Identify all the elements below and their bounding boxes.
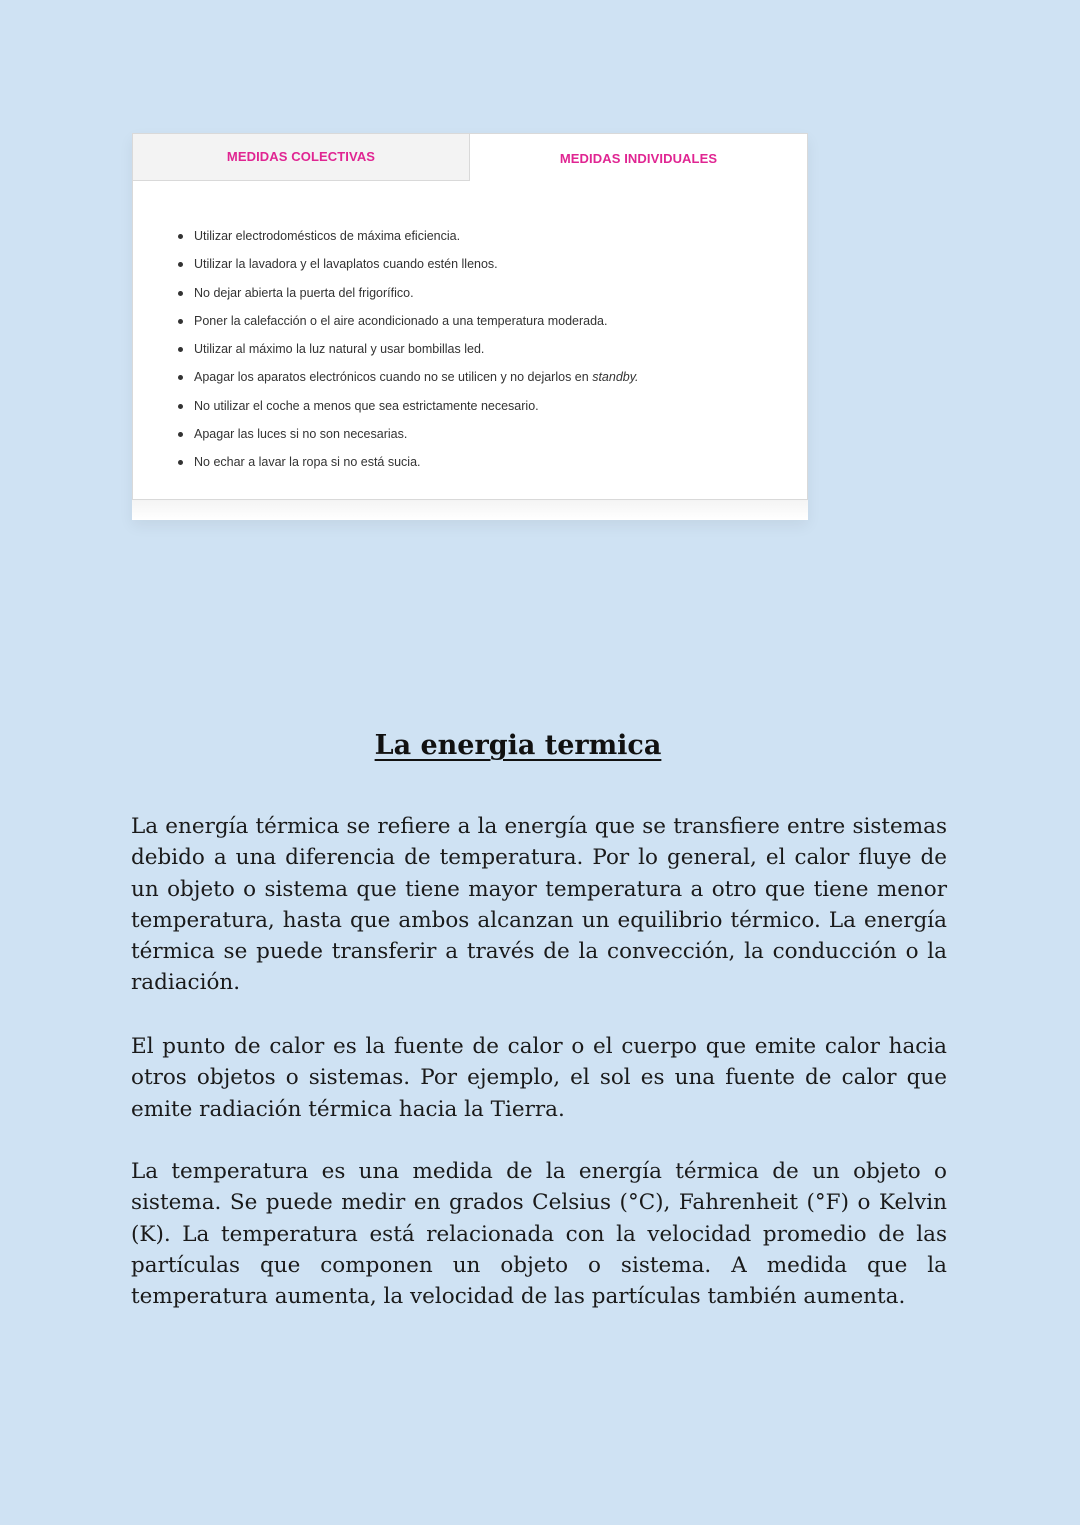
tab-medidas-individuales[interactable]: MEDIDAS INDIVIDUALES	[470, 134, 807, 181]
list-item: No echar a lavar la ropa si no está sucia.	[173, 448, 639, 476]
bullet-icon	[178, 262, 183, 267]
list-item: Utilizar la lavadora y el lavaplatos cuando estén llenos.	[173, 250, 639, 278]
bullet-icon	[178, 404, 183, 409]
bullet-icon	[178, 319, 183, 324]
tab-bar	[133, 134, 807, 181]
bullet-icon	[178, 375, 183, 380]
bullet-icon	[178, 234, 183, 239]
card-shadow	[132, 500, 808, 520]
list-item: Utilizar electrodomésticos de máxima eficiencia.	[173, 222, 639, 250]
paragraph-energia-termica: La energía térmica se refiere a la energía que se transfiere entre sistemas debido a una diferencia de temperatura. Por lo general, el calor fluye de un objeto o sistema que tiene mayor temperatura a otro que tiene menor temperatura, hasta que ambos alcanzan un equilibrio térmico. La energía térmica se puede transferir a través de la convección, la conducción o la radiación.	[131, 814, 947, 996]
measures-panel	[132, 133, 808, 500]
paragraph-temperatura: La temperatura es una medida de la energía térmica de un objeto o sistema. Se puede medir en grados Celsius (°C), Fahrenheit (°F) o Kelvin (K). La temperatura está relacionada con la velocidad promedio de las partículas que componen un objeto o sistema. A medida que la temperatura aumenta, la velocidad de las partículas también aumenta.	[131, 1159, 947, 1310]
bullet-icon	[178, 291, 183, 296]
bullet-icon	[178, 432, 183, 437]
bullet-icon	[178, 460, 183, 465]
individual-measures-list	[173, 222, 639, 477]
measures-screenshot-card	[132, 133, 808, 520]
tab-medidas-colectivas[interactable]: MEDIDAS COLECTIVAS	[133, 134, 470, 181]
paragraph-punto-de-calor: El punto de calor es la fuente de calor o el cuerpo que emite calor hacia otros objetos o sistemas. Por ejemplo, el sol es una fuente de calor que emite radiación térmica hacia la Tierra.	[131, 1034, 947, 1122]
list-item: Poner la calefacción o el aire acondicionado a una temperatura moderada.	[173, 307, 639, 335]
list-item: Utilizar al máximo la luz natural y usar bombillas led.	[173, 335, 639, 363]
list-item: Apagar los aparatos electrónicos cuando no se utilicen y no dejarlos en standby.	[173, 363, 639, 391]
list-item: No dejar abierta la puerta del frigorífico.	[173, 279, 639, 307]
page-title: La energia termica	[374, 730, 662, 761]
standby-emphasis: standby.	[592, 370, 639, 385]
bullet-icon	[178, 347, 183, 352]
list-item: No utilizar el coche a menos que sea estrictamente necesario.	[173, 392, 639, 420]
list-item: Apagar las luces si no son necesarias.	[173, 420, 639, 448]
